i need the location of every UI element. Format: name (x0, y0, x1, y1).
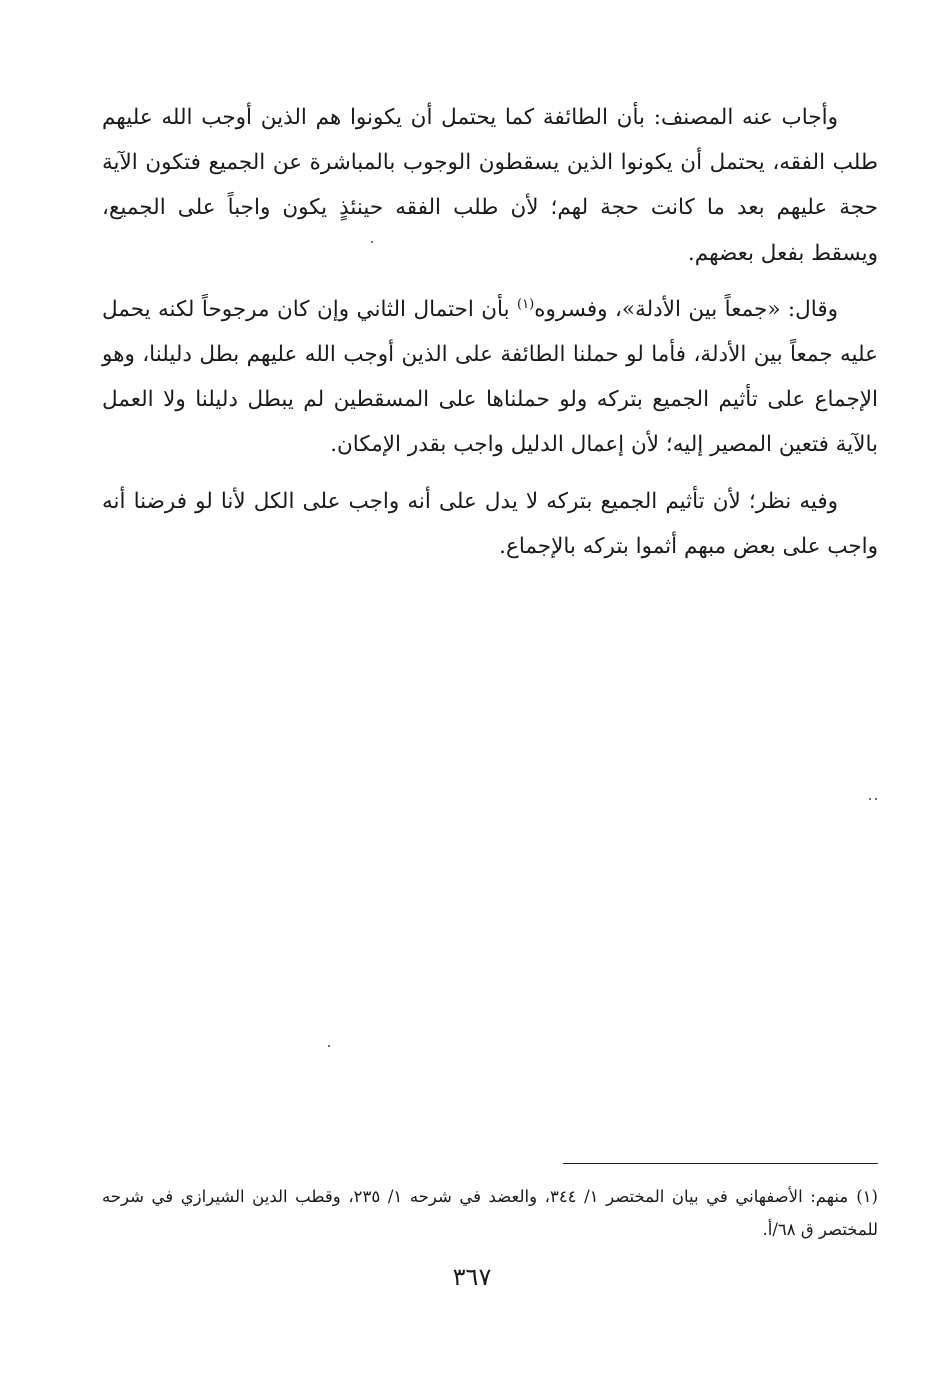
page-number: ٣٦٧ (452, 1263, 492, 1291)
paragraph-2 (102, 287, 878, 468)
footnote-separator (563, 1163, 878, 1164)
scan-speck (875, 798, 877, 800)
scan-speck (328, 1045, 330, 1047)
paragraph-1: وأجاب عنه المصنف: بأن الطائفة كما يحتمل أن يكونوا هم الذين أوجب الله عليهم طلب الفقه، يحتمل أن يكونوا الذين يسقطون الوجوب بالمباشرة عن الجميع فتكون الآية حجة عليهم بعد ما كانت حجة لهم؛ لأن طلب الفقه حينئذٍ يكون واجباً على الجميع، ويسقط بفعل بعضهم. (102, 105, 878, 266)
footnote-number: (١) (856, 1187, 878, 1206)
footnote-reference: (١) (517, 296, 535, 312)
footnote-1 (102, 1180, 878, 1246)
scan-speck (869, 798, 871, 800)
paragraph-3: وفيه نظر؛ لأن تأثيم الجميع بتركه لا يدل على أنه واجب على الكل لأنا لو فرضنا أنه واجب على بعض مبهم أثموا بتركه بالإجماع. (102, 488, 878, 559)
main-text (102, 95, 878, 580)
scan-speck (371, 241, 373, 243)
paragraph-2-start: وقال: «جمعاً بين الأدلة»، وفسروه (534, 296, 838, 322)
footnote-text: منهم: الأصفهاني في بيان المختصر ١/ ٣٤٤، والعضد في شرحه ١/ ٢٣٥، وقطب الدين الشيرازي في شرحه للمختصر ق ٦٨/أ. (102, 1187, 878, 1239)
footnotes (102, 1180, 878, 1246)
paragraph-2-rest: بأن احتمال الثاني وإن كان مرجوحاً لكنه يحمل عليه جمعاً بين الأدلة، فأما لو حملنا الطائفة على الذين أوجب الله عليهم بطل دليلنا، وهو الإجماع على تأثيم الجميع بتركه ولو حملناها على المسقطين لم يبطل دليلنا ولا العمل بالآية فتعين المصير إليه؛ لأن إعمال الدليل واجب بقدر الإمكان. (102, 296, 878, 458)
